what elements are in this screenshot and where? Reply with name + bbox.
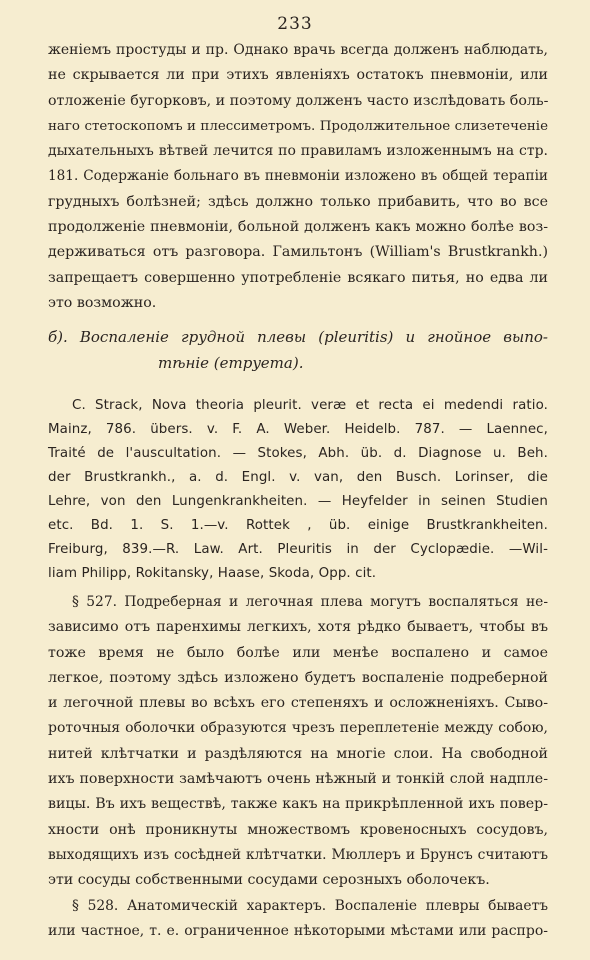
text-line: выходящихъ изъ сосѣдней клѣтчатки. Мюллеръ и Брунсъ считаютъ [48, 846, 548, 863]
text-line: ихъ поверхности замѣчаютъ очень нѣжный и тонкій слой надпле- [48, 771, 548, 788]
text-line: запрещаетъ совершенно употребленіе всякаго питья, но едва ли [48, 269, 548, 286]
literature-line: der Brustkrankh., a. d. Engl. v. van, den Busch. Lorinser, die [48, 470, 548, 485]
literature-list [48, 394, 548, 586]
literature-line: Traité de l'auscultation. — Stokes, Abh. üb. d. Diagnose u. Beh. [48, 446, 548, 461]
paragraph-528 [48, 894, 548, 945]
text-line: зависимо отъ паренхимы легкихъ, хотя рѣдко бываетъ, чтобы въ [48, 619, 548, 636]
text-line: дыхательныхъ вѣтвей лечится по правиламъ изложеннымъ на стр. [48, 143, 548, 160]
text-line: § 528. Анатомическій характеръ. Воспаленіе плевры бываетъ [72, 898, 548, 914]
literature-line: C. Strack, Nova theoria pleurit. veræ et recta ei medendi ratio. [72, 398, 548, 413]
section-heading [48, 324, 548, 376]
section-heading-line: б). Воспаленіе грудной плевы (pleuritis) и гнойное выпо- [48, 328, 548, 346]
text-line: тоже время не было болѣе или менѣе воспалено и самое [48, 644, 548, 661]
text-line: хности онѣ проникнуты множествомъ кровеносныхъ сосудовъ, [48, 821, 548, 838]
text-line: грудныхъ болѣзней; здѣсь должно только прибавить, что во все [48, 193, 548, 210]
text-line: и легочной плевы во всѣхъ его степеняхъ и осложненіяхъ. Сыво- [48, 695, 548, 712]
literature-line: etc. Bd. 1. S. 1.—v. Rottek , üb. einige Brustkrankheiten. [48, 518, 548, 533]
text-line: продолженіе пневмоніи, больной долженъ какъ можно болѣе воз- [48, 219, 548, 236]
text-line: отложеніе бугорковъ, и поэтому долженъ часто изслѣдовать боль- [48, 92, 549, 109]
text-line: нитей клѣтчатки и раздѣляются на многіе слои. На свободной [48, 745, 548, 762]
text-line: не скрывается ли при этихъ явленіяхъ остатокъ пневмоніи, или [48, 67, 548, 84]
text-line: это возможно. [48, 294, 157, 311]
page-number: 233 [277, 14, 313, 34]
text-line: или частное, т. е. ограниченное нѣкоторыми мѣстами или распро- [48, 923, 548, 940]
text-line: вицы. Въ ихъ веществѣ, также какъ на прикрѣпленной ихъ повер- [48, 796, 548, 813]
literature-line: Freiburg, 839.—R. Law. Art. Pleuritis in der Cyclopædie. —Wil- [48, 542, 548, 557]
text-line: легкое, поэтому здѣсь изложено будетъ воспаленіе подреберной [48, 669, 548, 686]
text-line: 181. Содержаніе больнаго въ пневмоніи изложено въ общей терапіи [48, 168, 548, 185]
literature-line: liam Philipp, Rokitansky, Haase, Skoda, Opp. cit. [48, 566, 377, 581]
literature-line: Mainz, 786. übers. v. F. A. Weber. Heidelb. 787. — Laennec, [48, 422, 548, 437]
literature-line: Lehre, von den Lungenkrankheiten. — Heyfelder in seinen Studien [48, 494, 548, 509]
text-line: держиваться отъ разговора. Гамильтонъ (William's Brustkrankh.) [48, 244, 548, 261]
text-line: эти сосуды собственными сосудами серозныхъ оболочекъ. [48, 872, 490, 889]
text-line: наго стетоскопомъ и плессиметромъ. Продолжительное слизетеченіе [48, 118, 548, 134]
text-line: женіемъ простуды и пр. Однако врачь всегда долженъ наблюдать, [48, 42, 548, 58]
text-line: роточныя оболочки образуются чрезъ переплетеніе между собою, [48, 720, 548, 737]
top-paragraph [48, 38, 548, 316]
text-line: § 527. Подреберная и легочная плева могутъ воспаляться не- [72, 594, 548, 610]
section-heading-line: тѣніе (empyema). [158, 354, 304, 372]
paragraph-527 [48, 590, 548, 894]
